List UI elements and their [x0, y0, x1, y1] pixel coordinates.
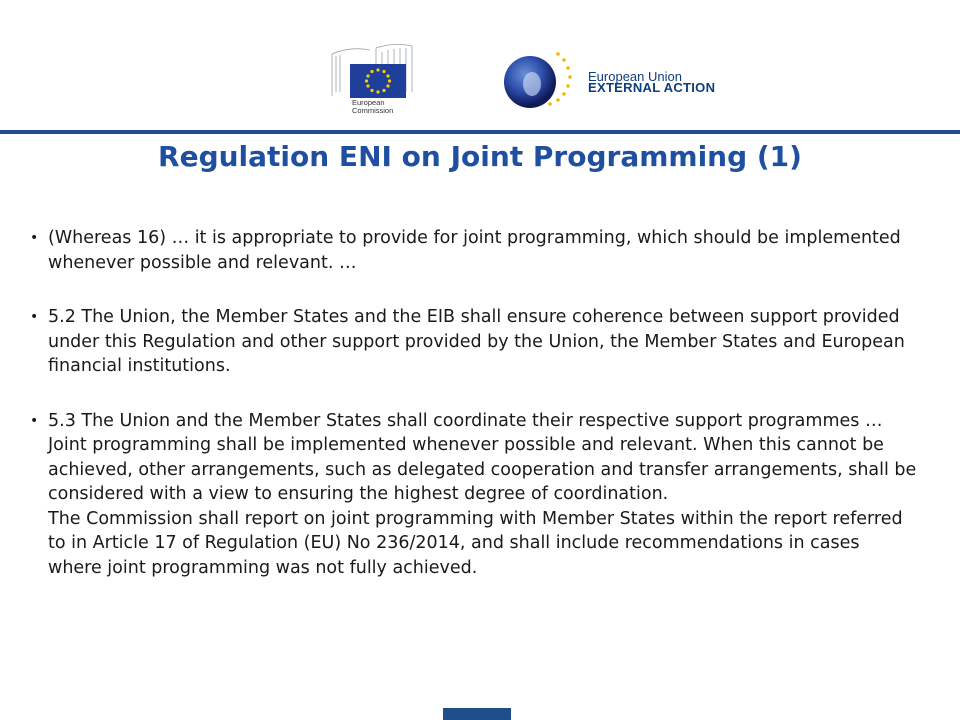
header-divider	[0, 130, 960, 134]
eeas-label: EXTERNAL ACTION	[588, 80, 716, 95]
bullet-icon: •	[30, 412, 39, 429]
bullet-text: The Commission shall report on joint programming with Member States within the report referred to in Article 17 of Regulation (EU) No 236/2014, and shall include recommendations in cases where joint programming was not fully achieved.	[48, 508, 903, 578]
commission-label: European	[352, 98, 385, 107]
bullet-item	[28, 226, 918, 275]
slide-header	[0, 0, 960, 132]
bullet-icon: •	[30, 230, 39, 246]
bullet-item	[28, 409, 918, 581]
commission-label: Commission	[352, 106, 394, 115]
bullet-item	[28, 305, 918, 379]
slide-title: Regulation ENI on Joint Programming (1)	[158, 140, 802, 173]
slide-content	[28, 226, 918, 610]
bullet-icon: •	[30, 309, 39, 325]
bullet-text: (Whereas 16) … it is appropriate to provide for joint programming, which should be implemented whenever possible and relevant. …	[48, 228, 901, 273]
eeas-label: European Union	[588, 69, 682, 84]
bullet-text: 5.2 The Union, the Member States and the EIB shall ensure coherence between support provided under this Regulation and other support provided by the Union, the Member States and European financial institutions.	[48, 307, 905, 376]
footer-tab	[443, 708, 511, 720]
bullet-text: 5.3 The Union and the Member States shall coordinate their respective support programmes … Joint programming shall be implemented whenever possible and relevant. When this cannot be achieved, other arrangements, such as delegated cooperation and transfer arrangements, shall be considered with a view to ensuring the highest degree of coordination.	[48, 410, 917, 504]
